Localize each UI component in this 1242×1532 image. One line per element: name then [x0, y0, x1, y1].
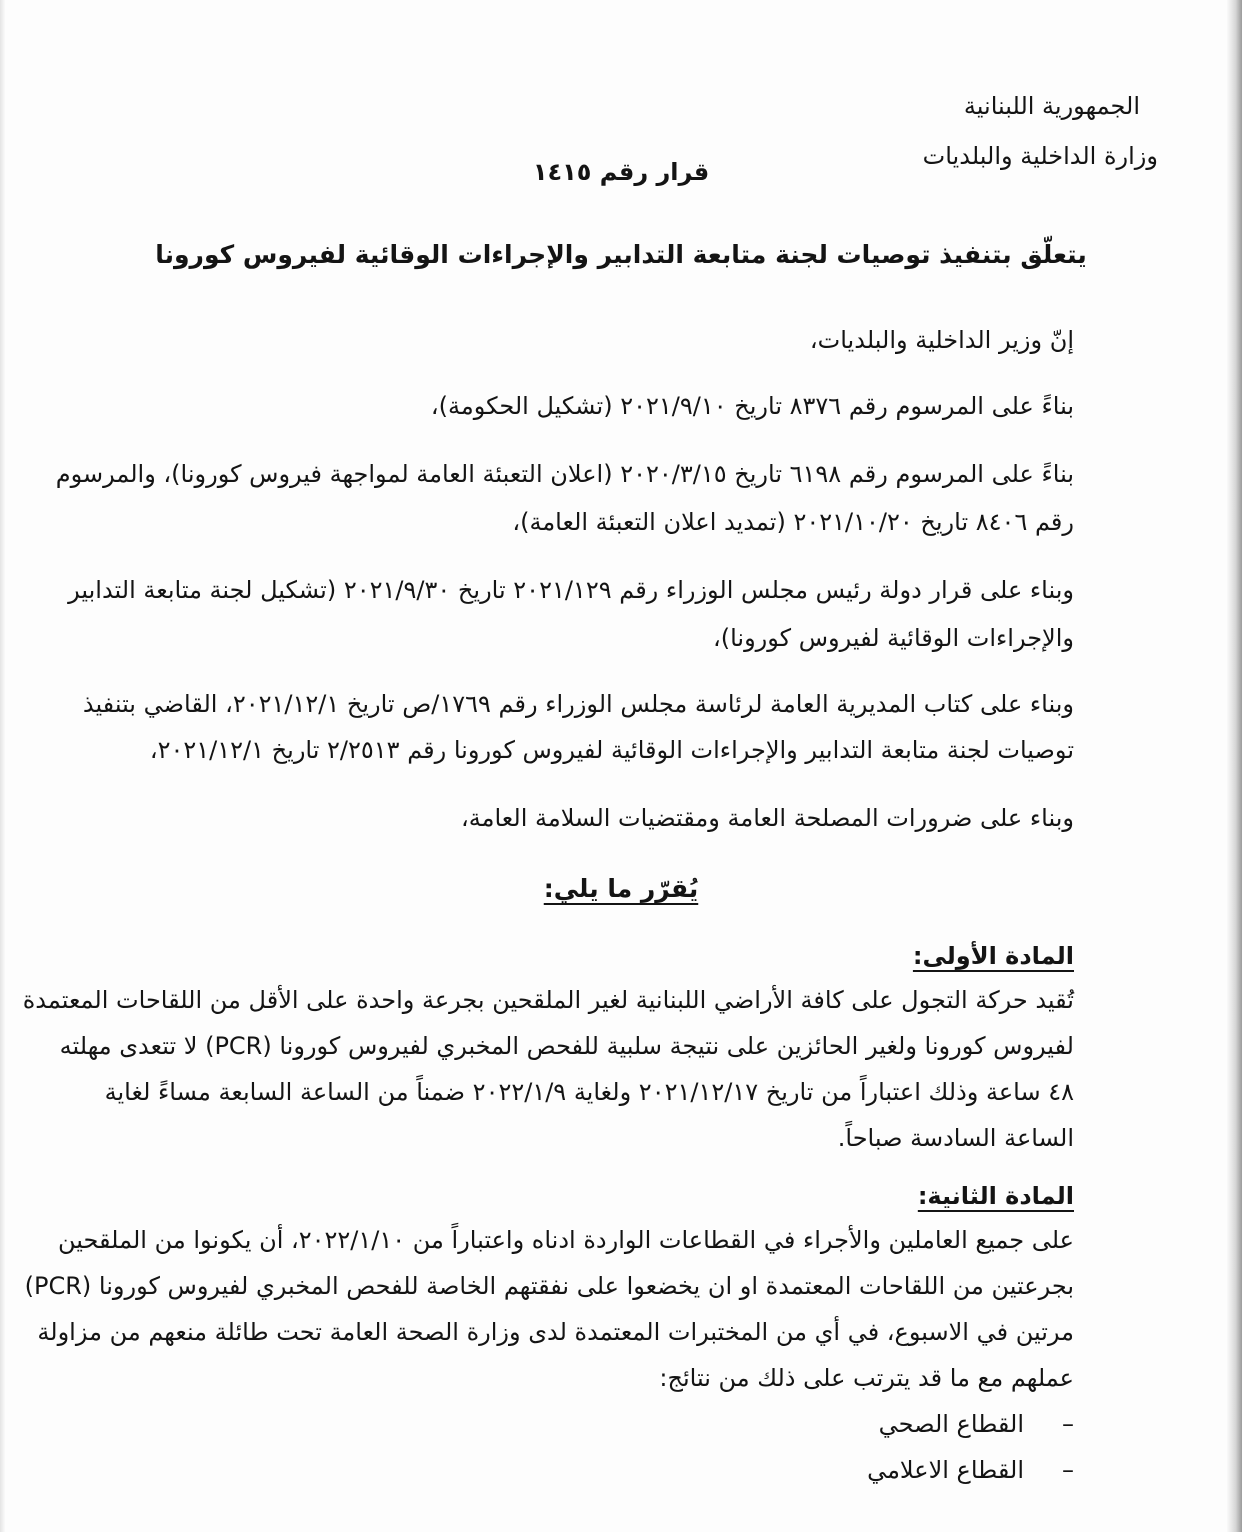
decision-subject: يتعلّق بتنفيذ توصيات لجنة متابعة التدابير والإجراءات الوقائية لفيروس كورونا	[155, 240, 1087, 269]
sector-media: القطاع الاعلامي	[867, 1456, 1024, 1484]
recital-3-line-1: وبناء على قرار دولة رئيس مجلس الوزراء رقم ٢٠٢١/١٢٩ تاريخ ٢٠٢١/٩/٣٠ (تشكيل لجنة متابعة التدابير	[68, 576, 1074, 604]
recital-2-line-1: بناءً على المرسوم رقم ٦١٩٨ تاريخ ٢٠٢٠/٣/١٥ (اعلان التعبئة العامة لمواجهة فيروس كورونا)، والمرسوم	[55, 460, 1074, 488]
decision-number: قرار رقم ١٤١٥	[532, 158, 710, 186]
bullet-dash: –	[1062, 1410, 1074, 1438]
header-republic: الجمهورية اللبنانية	[963, 92, 1140, 120]
article-1-line-3: ٤٨ ساعة وذلك اعتباراً من تاريخ ٢٠٢١/١٢/١٧ ولغاية ٢٠٢٢/١/٩ ضمناً من الساعة السابعة مساءً لغاية	[104, 1078, 1074, 1106]
article-2-line-1: على جميع العاملين والأجراء في القطاعات الواردة ادناه واعتباراً من ٢٠٢٢/١/١٠، أن يكونوا من الملقحين	[58, 1226, 1074, 1254]
article-1-title: المادة الأولى:	[912, 942, 1074, 970]
bullet-dash: –	[1062, 1456, 1074, 1484]
recital-4-line-2: توصيات لجنة متابعة التدابير والإجراءات الوقائية لفيروس كورونا رقم ٢/٢٥١٣ تاريخ ٢٠٢١/١٢/١،	[149, 736, 1074, 764]
article-1-line-2: لفيروس كورونا ولغير الحائزين على نتيجة سلبية للفحص المخبري لفيروس كورونا (PCR) لا تتعدى مهلته	[59, 1032, 1074, 1060]
recital-1: بناءً على المرسوم رقم ٨٣٧٦ تاريخ ٢٠٢١/٩/١٠ (تشكيل الحكومة)،	[430, 392, 1074, 420]
header-ministry: وزارة الداخلية والبلديات	[922, 142, 1158, 170]
article-2-title: المادة الثانية:	[917, 1182, 1074, 1210]
article-1-line-4: الساعة السادسة صباحاً.	[837, 1124, 1074, 1152]
page-right-edge	[1226, 0, 1242, 1532]
article-1-line-1: تُقيد حركة التجول على كافة الأراضي اللبنانية لغير الملقحين بجرعة واحدة على الأقل من اللقاحات المعتمدة	[22, 986, 1074, 1014]
preamble-minister: إنّ وزير الداخلية والبلديات،	[809, 326, 1074, 354]
decides-heading: يُقرّر ما يلي:	[543, 874, 699, 903]
article-2-line-3: مرتين في الاسبوع، في أي من المختبرات المعتمدة لدى وزارة الصحة العامة تحت طائلة منعهم من مزاولة	[37, 1318, 1074, 1346]
recital-4-line-1: وبناء على كتاب المديرية العامة لرئاسة مجلس الوزراء رقم ١٧٦٩/ص تاريخ ٢٠٢١/١٢/١، القاضي بتنفيذ	[82, 690, 1074, 718]
article-2-line-2: بجرعتين من اللقاحات المعتمدة او ان يخضعوا على نفقتهم الخاصة للفحص المخبري لفيروس كورونا (PCR)	[24, 1272, 1074, 1300]
page-left-edge	[0, 0, 6, 1532]
recital-2-line-2: رقم ٨٤٠٦ تاريخ ٢٠٢١/١٠/٢٠ (تمديد اعلان التعبئة العامة)،	[512, 508, 1074, 536]
sector-item	[879, 1410, 1074, 1438]
recital-3-line-2: والإجراءات الوقائية لفيروس كورونا)،	[712, 624, 1074, 652]
sector-item	[867, 1456, 1074, 1484]
sector-health: القطاع الصحي	[878, 1410, 1024, 1438]
recital-5: وبناء على ضرورات المصلحة العامة ومقتضيات السلامة العامة،	[461, 804, 1074, 832]
article-2-line-4: عملهم مع ما قد يترتب على ذلك من نتائج:	[659, 1364, 1074, 1392]
